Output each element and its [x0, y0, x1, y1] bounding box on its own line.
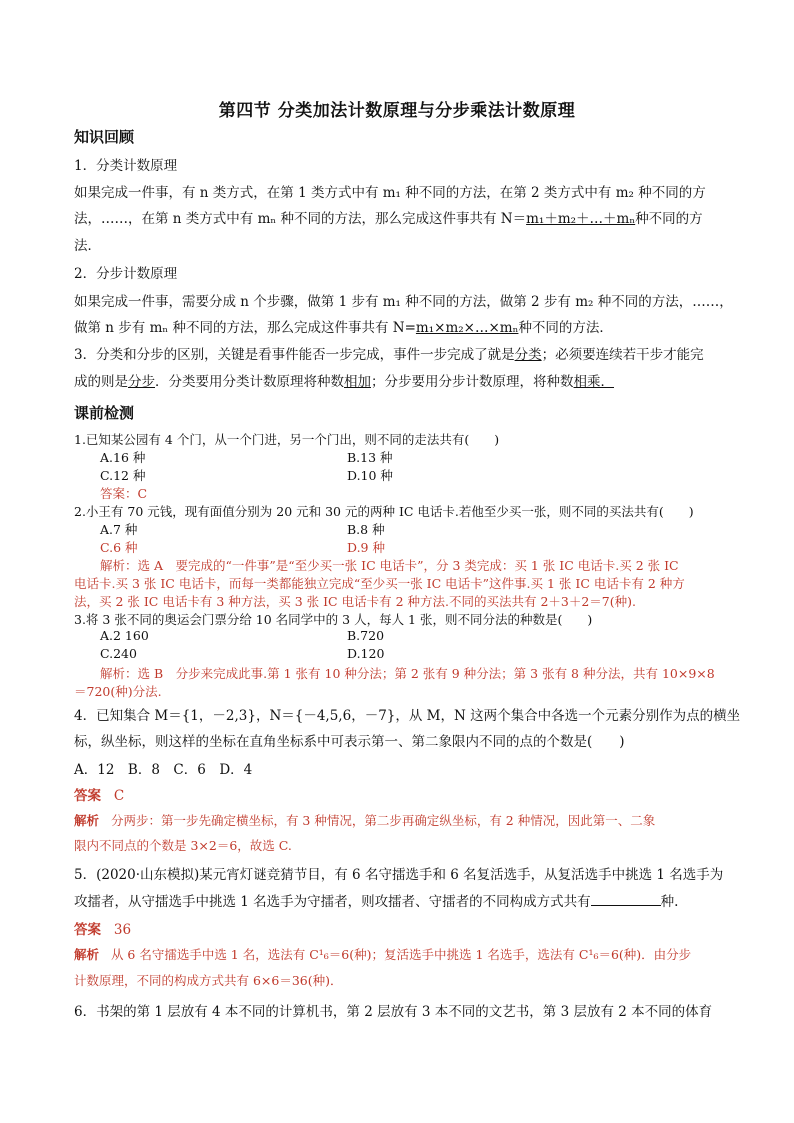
answer-label: 答案 — [74, 788, 101, 804]
underlined-answer: m₁＋m₂＋…＋mₙ — [526, 211, 636, 227]
review-p2-title: 2．分步计数原理 — [74, 266, 178, 282]
q3-option-a: A.2 160 — [100, 628, 149, 643]
q1-stem: 1.已知某公园有 4 个门，从一个门进，另一个门出，则不同的走法共有( ) — [74, 432, 500, 447]
q5-solution-line2: 计数原理，不同的构成方式共有 6×6＝36(种)． — [74, 973, 343, 988]
q2-solution-line2: 电话卡.买 3 张 IC 电话卡，而每一类都能独立完成“至少买一张 IC 电话卡”这件事.买 1 张 IC 电话卡有 2 种方 — [74, 576, 685, 591]
text: 种不同的方法． — [518, 320, 613, 336]
solution-label: 解析 — [74, 813, 100, 828]
review-p2-line1: 如果完成一件事，需要分成 n 个步骤，做第 1 步有 m₁ 种不同的方法，做第 2 步有 m₂ 种不同的方法，……， — [74, 294, 733, 310]
q2-solution-line1: 解析：选 A 要完成的“一件事”是“至少买一张 IC 电话卡”，分 3 类完成：买 1 张 IC 电话卡.买 2 张 IC — [100, 558, 679, 573]
q6-stem-line1: 6．书架的第 1 层放有 4 本不同的计算机书，第 2 层放有 3 本不同的文艺书，第 3 层放有 2 本不同的体育 — [74, 1004, 713, 1020]
q3-option-c: C.240 — [100, 646, 137, 661]
solution-label: 解析 — [74, 947, 100, 962]
q4-stem-line2: 标，纵坐标，则这样的坐标在直角坐标系中可表示第一、第二象限内不同的点的个数是( ) — [74, 734, 625, 750]
underlined-answer: 相乘． — [573, 374, 614, 390]
q4-options: A．12 B．8 C．6 D．4 — [74, 762, 253, 778]
review-p2-line2 — [74, 316, 613, 336]
page-title: 第四节 分类加法计数原理与分步乘法计数原理 — [218, 101, 576, 121]
q3-stem: 3.将 3 张不同的奥运会门票分给 10 名同学中的 3 人，每人 1 张，则不同分法的种数是( ) — [74, 612, 593, 627]
q4-answer — [74, 784, 124, 804]
text: ．分类要用分类计数原理将种数 — [155, 374, 344, 390]
q5-answer — [74, 918, 131, 938]
review-heading: 知识回顾 — [74, 128, 135, 146]
q2-stem: 2.小王有 70 元钱，现有面值分别为 20 元和 30 元的两种 IC 电话卡.若他至少买一张，则不同的买法共有( ) — [74, 504, 694, 519]
q3-option-b: B.720 — [347, 628, 385, 643]
underlined-answer: 分类 — [514, 347, 542, 363]
text: 做第 n 步有 mₙ 种不同的方法，那么完成这件事共有 N= — [74, 320, 416, 336]
text: 法，……，在第 n 类方式中有 mₙ 种不同的方法，那么完成这件事共有 N＝ — [74, 211, 527, 227]
review-p1-title: 1．分类计数原理 — [74, 158, 178, 174]
answer-value: 36 — [113, 922, 132, 938]
q5-solution-line1 — [74, 945, 691, 963]
underlined-answer: m₁×m₂×…×mₙ — [415, 320, 519, 336]
review-p1-line2 — [74, 207, 703, 227]
underlined-answer: 相加 — [344, 374, 371, 390]
q5-stem-line1: 5．(2020·山东模拟)某元宵灯谜竞猜节目，有 6 名守擂选手和 6 名复活选手，从复活选手中挑选 1 名选手为 — [74, 867, 724, 883]
text: 成的则是 — [74, 374, 128, 390]
answer-value: C — [113, 788, 125, 804]
q2-option-c: C.6 种 — [100, 540, 138, 555]
review-p3-line1 — [74, 343, 704, 363]
q3-solution-line2: ＝720(种)分法. — [74, 684, 162, 699]
review-p3-line2 — [74, 370, 614, 390]
text: 种不同的方 — [635, 211, 703, 227]
underlined-answer: 分步 — [128, 374, 155, 390]
review-p1-line3: 法． — [74, 238, 101, 254]
review-p1-line1: 如果完成一件事，有 n 类方式，在第 1 类方式中有 m₁ 种不同的方法，在第 2 类方式中有 m₂ 种不同的方 — [74, 185, 706, 201]
q4-stem-line1: 4．已知集合 M＝{1，－2,3}，N＝{－4,5,6，－7}，从 M，N 这两个集合中各选一个元素分别作为点的横坐 — [74, 708, 741, 724]
q1-option-d: D.10 种 — [347, 468, 393, 483]
q1-option-a: A.16 种 — [100, 450, 146, 465]
text: 3．分类和分步的区别，关键是看事件能否一步完成，事件一步完成了就是 — [74, 347, 515, 363]
solution-text: 从 6 名守擂选手中选 1 名，选法有 C¹₆＝6(种)；复活选手中挑选 1 名选手，选法有 C¹₆＝6(种)．由分步 — [110, 947, 692, 962]
q3-solution-line1: 解析：选 B 分步来完成此事.第 1 张有 10 种分法；第 2 张有 9 种分法；第 3 张有 8 种分法，共有 10×9×8 — [100, 666, 715, 681]
text: 种. — [660, 894, 679, 910]
q1-option-c: C.12 种 — [100, 468, 146, 483]
q2-option-b: B.8 种 — [347, 522, 385, 537]
text: 攻擂者，从守擂选手中挑选 1 名选手为守擂者，则攻擂者、守擂者的不同构成方式共有 — [74, 894, 591, 910]
q2-solution-line3: 法，买 2 张 IC 电话卡有 3 种方法，买 3 张 IC 电话卡有 2 种方法.不同的买法共有 2＋3＋2＝7(种). — [74, 594, 636, 609]
text: ；分步要用分步计数原理，将种数 — [371, 374, 574, 390]
q1-option-b: B.13 种 — [347, 450, 393, 465]
q4-solution-line2: 限内不同点的个数是 3×2＝6，故选 C. — [74, 838, 292, 853]
q5-stem-line2 — [74, 890, 678, 910]
answer-label: 答案 — [74, 922, 101, 938]
q4-solution-line1 — [74, 811, 655, 829]
q2-option-d: D.9 种 — [347, 540, 385, 555]
text: ；必须要连续若干步才能完 — [541, 347, 704, 363]
solution-text: 分两步：第一步先确定横坐标，有 3 种情况，第二步再确定纵坐标，有 2 种情况，因此第一、二象 — [110, 813, 656, 828]
q1-answer: 答案：C — [100, 486, 148, 501]
answer-blank[interactable] — [591, 893, 661, 906]
test-heading: 课前检测 — [74, 404, 135, 422]
q3-option-d: D.120 — [347, 646, 385, 661]
q2-option-a: A.7 种 — [100, 522, 138, 537]
